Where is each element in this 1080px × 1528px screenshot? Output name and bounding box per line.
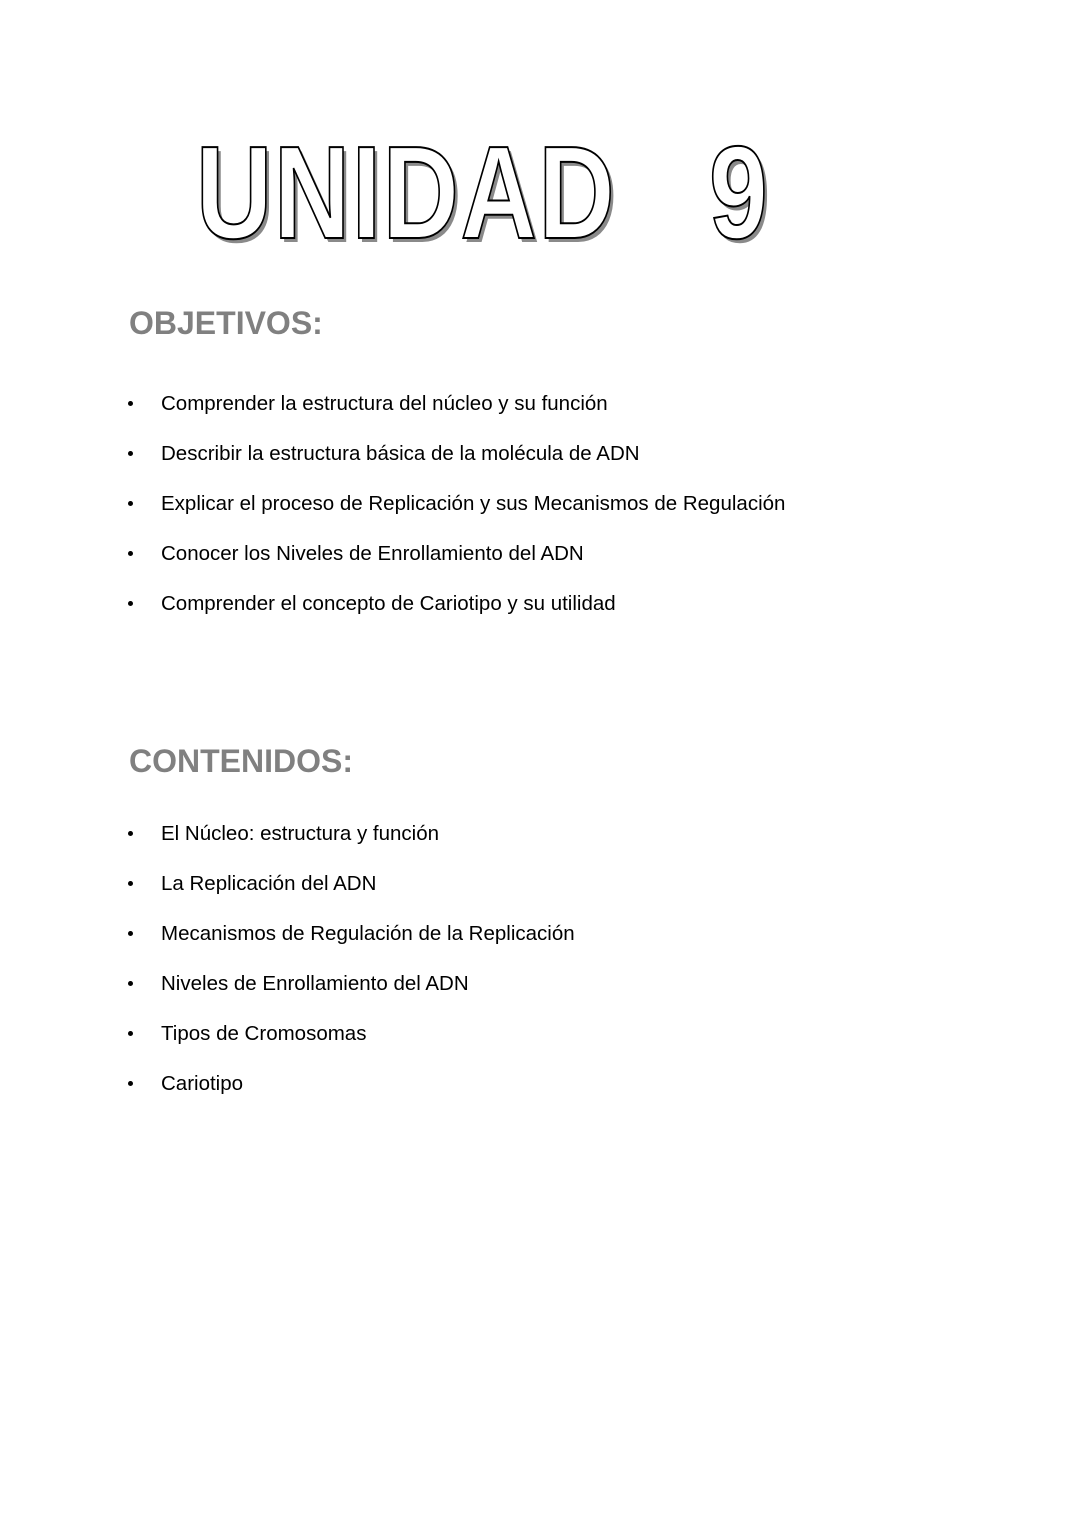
bullet-icon [128,501,133,506]
list-item-text: Comprender la estructura del núcleo y su función [161,392,608,415]
bullet-icon [128,601,133,606]
bullet-icon [128,1031,133,1036]
bullet-icon [128,551,133,556]
list-item-text: Cariotipo [161,1072,244,1095]
contenidos-heading: CONTENIDOS: [129,743,353,779]
list-item-text: El Núcleo: estructura y función [161,822,440,845]
list-item-text: Niveles de Enrollamiento del ADN [161,972,469,995]
bullet-icon [128,981,133,986]
page-title: UNIDAD 9 [196,119,770,266]
bullet-icon [128,401,133,406]
list-item-text: La Replicación del ADN [161,872,377,895]
bullet-icon [128,1081,133,1086]
list-item-text: Conocer los Niveles de Enrollamiento del ADN [161,542,584,565]
objetivos-heading: OBJETIVOS: [129,305,323,341]
list-item-text: Tipos de Cromosomas [161,1022,367,1045]
list-item-text: Explicar el proceso de Replicación y sus Mecanismos de Regulación [161,492,786,515]
list-item-text: Describir la estructura básica de la molécula de ADN [161,442,640,465]
bullet-icon [128,881,133,886]
list-item-text: Mecanismos de Regulación de la Replicación [161,922,575,945]
bullet-icon [128,931,133,936]
bullet-icon [128,451,133,456]
list-item-text: Comprender el concepto de Cariotipo y su utilidad [161,592,616,615]
bullet-icon [128,831,133,836]
